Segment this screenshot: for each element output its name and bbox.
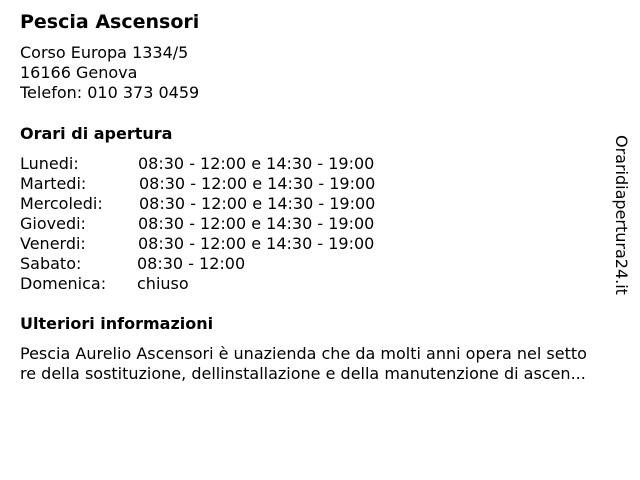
business-address	[20, 43, 199, 103]
phone-number: Telefon: 010 373 0459	[20, 83, 200, 102]
business-name: Pescia Ascensori	[20, 11, 200, 33]
description-line: Pescia Aurelio Ascensori è unazienda che da molti anni opera nel setto	[20, 344, 587, 363]
description-line: re della sostituzione, dellinstallazione e della manutenzione di ascen...	[20, 364, 586, 383]
hours-value: 08:30 - 12:00 e 14:30 - 19:00	[138, 234, 375, 253]
hours-value: 08:30 - 12:00 e 14:30 - 19:00	[138, 214, 375, 233]
hours-value: 08:30 - 12:00 e 14:30 - 19:00	[139, 174, 376, 193]
address-street: Corso Europa 1334/5	[20, 43, 189, 62]
watermark-text: Oraridiapertura24.it	[612, 135, 631, 295]
day-label: Mercoledi:	[20, 194, 103, 213]
hours-value: 08:30 - 12:00 e 14:30 - 19:00	[139, 194, 376, 213]
hours-value: chiuso	[137, 274, 189, 293]
hours-value: 08:30 - 12:00	[137, 254, 246, 273]
day-label: Sabato:	[20, 254, 82, 273]
opening-hours-heading: Orari di apertura	[20, 124, 173, 143]
day-label: Domenica:	[20, 274, 107, 293]
day-label: Giovedi:	[20, 214, 86, 233]
business-description	[20, 344, 587, 384]
day-label: Lunedi:	[20, 154, 79, 173]
address-city: 16166 Genova	[20, 63, 138, 82]
day-label: Venerdi:	[20, 234, 86, 253]
more-info-heading: Ulteriori informazioni	[20, 314, 214, 333]
hours-value: 08:30 - 12:00 e 14:30 - 19:00	[138, 154, 375, 173]
day-label: Martedi:	[20, 174, 87, 193]
site-watermark	[610, 135, 633, 310]
